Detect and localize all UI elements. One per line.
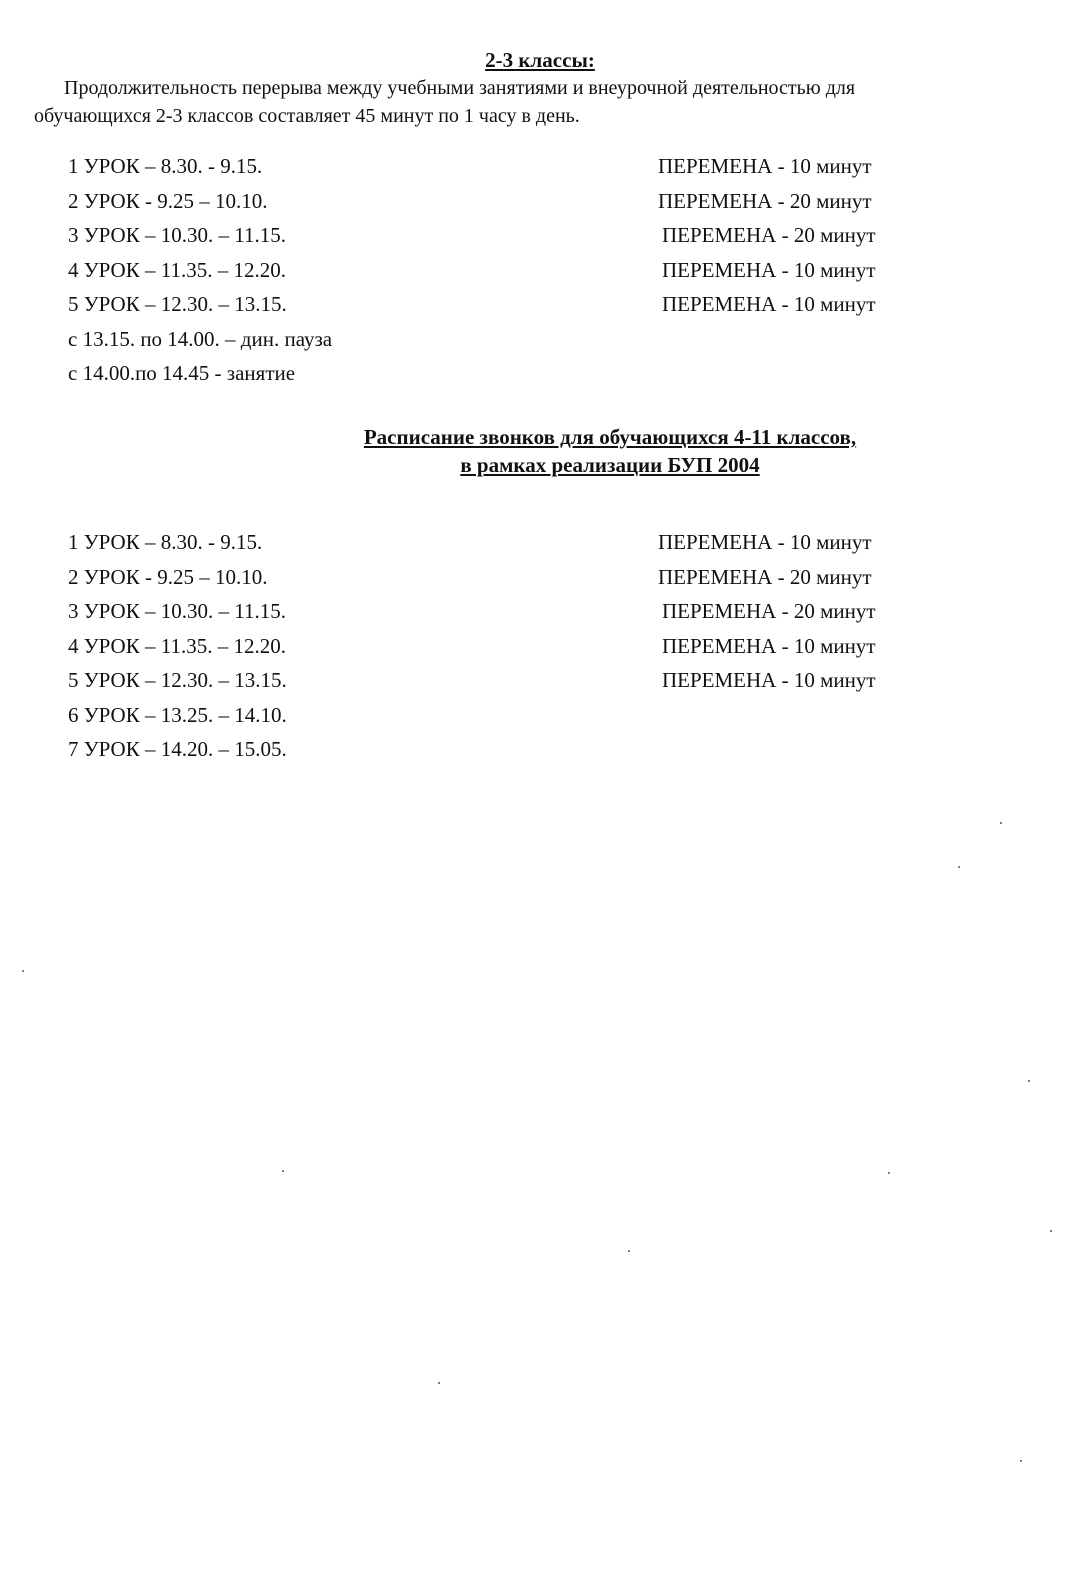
schedule-row	[68, 563, 928, 598]
section2-heading	[300, 423, 920, 479]
lesson-time: 3 УРОК – 10.30. – 11.15.	[68, 599, 286, 623]
break-duration: ПЕРЕМЕНА - 20 минут	[658, 188, 872, 213]
intro-line-1: Продолжительность перерыва между учебными занятиями и внеурочной деятельностью для	[64, 77, 856, 99]
section2-heading-line-2: в рамках реализации БУП 2004	[460, 453, 760, 477]
scan-speck	[1000, 822, 1002, 824]
lesson-time: 3 УРОК – 10.30. – 11.15.	[68, 223, 286, 247]
break-duration: ПЕРЕМЕНА - 10 минут	[658, 530, 872, 554]
schedule-row	[68, 632, 928, 667]
break-duration: ПЕРЕМЕНА - 20 минут	[662, 599, 876, 623]
lesson-time: 1 УРОК – 8.30. - 9.15.	[68, 530, 263, 554]
section1-heading: 2-3 классы:	[485, 48, 595, 72]
schedule-row	[68, 666, 928, 701]
scan-speck	[888, 1172, 890, 1174]
break-duration: ПЕРЕМЕНА - 10 минут	[658, 154, 872, 178]
scan-speck	[438, 1382, 440, 1384]
break-duration: ПЕРЕМЕНА - 10 минут	[662, 292, 876, 316]
schedule-row	[68, 528, 928, 563]
break-duration: ПЕРЕМЕНА - 20 минут	[662, 223, 876, 247]
section1-intro	[34, 74, 1014, 130]
schedule-2-3	[68, 152, 928, 394]
schedule-row	[68, 359, 928, 394]
schedule-row	[68, 325, 928, 360]
scan-speck	[1028, 1080, 1030, 1082]
lesson-time: 4 УРОК – 11.35. – 12.20.	[68, 257, 286, 282]
lesson-time: 4 УРОК – 11.35. – 12.20.	[68, 633, 286, 658]
section2-heading-line-1: Расписание звонков для обучающихся 4-11 классов,	[363, 425, 857, 449]
lesson-time: 2 УРОК - 9.25 – 10.10.	[68, 564, 268, 589]
schedule-row	[68, 701, 928, 736]
break-duration: ПЕРЕМЕНА - 20 минут	[658, 564, 872, 589]
schedule-row	[68, 597, 928, 632]
schedule-row	[68, 152, 928, 187]
lesson-time: 6 УРОК – 13.25. – 14.10.	[68, 702, 287, 727]
break-duration: ПЕРЕМЕНА - 10 минут	[662, 633, 876, 658]
lesson-time: 7 УРОК – 14.20. – 15.05.	[68, 737, 287, 761]
intro-line-2: обучающихся 2-3 классов составляет 45 минут по 1 часу в день.	[34, 105, 580, 127]
lesson-time: с 14.00.по 14.45 - занятие	[68, 361, 296, 385]
scan-speck	[282, 1170, 284, 1172]
schedule-row	[68, 187, 928, 222]
scan-speck	[1050, 1230, 1052, 1232]
lesson-time: с 13.15. по 14.00. – дин. пауза	[68, 326, 333, 351]
schedule-row	[68, 256, 928, 291]
schedule-row	[68, 221, 928, 256]
lesson-time: 2 УРОК - 9.25 – 10.10.	[68, 188, 268, 213]
lesson-time: 5 УРОК – 12.30. – 13.15.	[68, 668, 287, 692]
scan-speck	[958, 866, 960, 868]
schedule-row	[68, 290, 928, 325]
break-duration: ПЕРЕМЕНА - 10 минут	[662, 257, 876, 282]
schedule-4-11	[68, 528, 928, 770]
scan-speck	[1020, 1460, 1022, 1462]
schedule-row	[68, 735, 928, 770]
scan-speck	[22, 970, 24, 972]
scan-speck	[628, 1250, 630, 1252]
break-duration: ПЕРЕМЕНА - 10 минут	[662, 668, 876, 692]
lesson-time: 5 УРОК – 12.30. – 13.15.	[68, 292, 287, 316]
lesson-time: 1 УРОК – 8.30. - 9.15.	[68, 154, 263, 178]
